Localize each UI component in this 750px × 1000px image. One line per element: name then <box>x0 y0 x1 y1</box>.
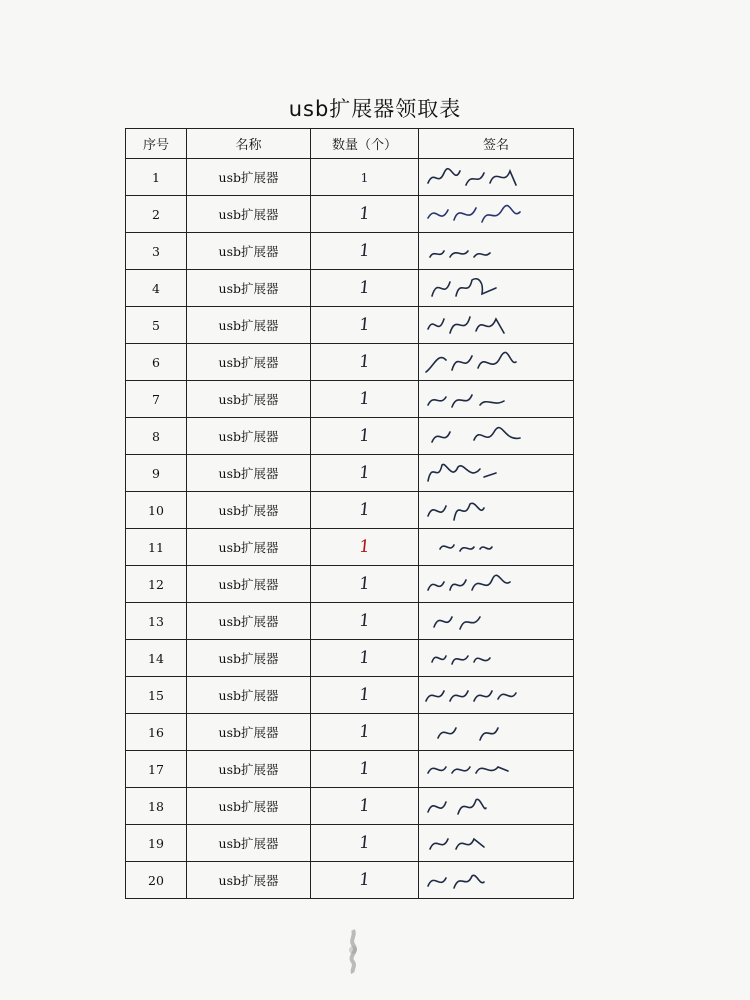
signature-stroke <box>430 251 490 257</box>
quantity-cell <box>311 529 419 566</box>
header-name: 名称 <box>187 129 311 159</box>
quantity-value: 1 <box>358 241 371 261</box>
signature-cell <box>419 455 574 492</box>
quantity-cell <box>311 788 419 825</box>
item-name: usb扩展器 <box>187 159 311 196</box>
quantity-value: 1 <box>358 685 371 705</box>
signature-cell <box>419 492 574 529</box>
table-row <box>126 196 574 233</box>
row-number: 4 <box>126 270 187 307</box>
item-name: usb扩展器 <box>187 455 311 492</box>
table-body <box>126 159 574 899</box>
quantity-cell <box>311 714 419 751</box>
table-row <box>126 418 574 455</box>
signature-stroke <box>428 206 520 222</box>
quantity-value: 1 <box>358 352 371 372</box>
signature-cell <box>419 566 574 603</box>
header-qty: 数量（个） <box>311 129 419 159</box>
row-number: 12 <box>126 566 187 603</box>
signature-cell <box>419 862 574 899</box>
table-row <box>126 344 574 381</box>
quantity-value: 1 <box>358 278 371 298</box>
item-name: usb扩展器 <box>187 381 311 418</box>
signature-cell <box>419 270 574 307</box>
signature-stroke <box>428 799 486 814</box>
handwritten-signature <box>419 568 529 600</box>
table-row <box>126 307 574 344</box>
row-number: 19 <box>126 825 187 862</box>
signature-stroke <box>428 575 510 590</box>
quantity-cell <box>311 640 419 677</box>
item-name: usb扩展器 <box>187 788 311 825</box>
quantity-cell <box>311 381 419 418</box>
quantity-cell <box>311 270 419 307</box>
item-name: usb扩展器 <box>187 418 311 455</box>
signature-stroke <box>428 169 516 185</box>
table-row <box>126 714 574 751</box>
quantity-value: 1 <box>360 169 369 185</box>
signature-cell <box>419 714 574 751</box>
signature-cell <box>419 603 574 640</box>
table-row <box>126 492 574 529</box>
handwritten-signature <box>419 753 529 785</box>
quantity-value: 1 <box>358 389 371 409</box>
signature-stroke <box>434 617 480 629</box>
quantity-cell <box>311 825 419 862</box>
table-row <box>126 825 574 862</box>
signature-stroke <box>432 279 496 296</box>
quantity-value: 1 <box>358 648 371 668</box>
quantity-cell <box>311 159 419 196</box>
handwritten-signature <box>419 494 529 526</box>
row-number: 13 <box>126 603 187 640</box>
quantity-value: 1 <box>358 204 371 224</box>
handwritten-signature <box>419 272 529 304</box>
handwritten-signature <box>419 198 529 230</box>
signature-stroke <box>428 464 496 481</box>
signature-stroke <box>426 352 516 372</box>
signature-cell <box>419 529 574 566</box>
table-row <box>126 270 574 307</box>
item-name: usb扩展器 <box>187 492 311 529</box>
receipt-table <box>125 128 574 899</box>
signature-stroke <box>438 728 498 740</box>
handwritten-signature <box>419 161 529 193</box>
scan-smudge-mark <box>346 928 360 974</box>
signature-cell <box>419 677 574 714</box>
handwritten-signature <box>419 642 529 674</box>
row-number: 10 <box>126 492 187 529</box>
quantity-cell <box>311 677 419 714</box>
quantity-value: 1 <box>358 759 371 779</box>
row-number: 20 <box>126 862 187 899</box>
row-number: 2 <box>126 196 187 233</box>
quantity-value: 1 <box>358 796 371 816</box>
signature-stroke <box>428 317 504 333</box>
table-row <box>126 381 574 418</box>
signature-cell <box>419 825 574 862</box>
row-number: 6 <box>126 344 187 381</box>
quantity-cell <box>311 455 419 492</box>
table-row <box>126 455 574 492</box>
row-number: 16 <box>126 714 187 751</box>
table-row <box>126 159 574 196</box>
quantity-cell <box>311 418 419 455</box>
table-row <box>126 233 574 270</box>
signature-cell <box>419 196 574 233</box>
quantity-cell <box>311 307 419 344</box>
quantity-cell <box>311 492 419 529</box>
quantity-cell <box>311 566 419 603</box>
item-name: usb扩展器 <box>187 751 311 788</box>
quantity-cell <box>311 751 419 788</box>
header-no: 序号 <box>126 129 187 159</box>
handwritten-signature <box>419 457 529 489</box>
signature-stroke <box>440 545 492 551</box>
item-name: usb扩展器 <box>187 566 311 603</box>
quantity-value: 1 <box>358 463 371 483</box>
row-number: 9 <box>126 455 187 492</box>
row-number: 14 <box>126 640 187 677</box>
item-name: usb扩展器 <box>187 529 311 566</box>
quantity-cell <box>311 196 419 233</box>
signature-cell <box>419 640 574 677</box>
signature-stroke <box>426 691 516 701</box>
signature-cell <box>419 418 574 455</box>
quantity-value: 1 <box>358 722 371 742</box>
signature-stroke <box>428 503 484 520</box>
handwritten-signature <box>419 346 529 378</box>
row-number: 8 <box>126 418 187 455</box>
item-name: usb扩展器 <box>187 825 311 862</box>
row-number: 18 <box>126 788 187 825</box>
item-name: usb扩展器 <box>187 714 311 751</box>
header-row <box>126 129 574 159</box>
handwritten-signature <box>419 420 529 452</box>
item-name: usb扩展器 <box>187 344 311 381</box>
signature-cell <box>419 307 574 344</box>
quantity-value: 1 <box>358 870 371 890</box>
item-name: usb扩展器 <box>187 270 311 307</box>
quantity-value: 1 <box>358 611 371 631</box>
row-number: 3 <box>126 233 187 270</box>
row-number: 1 <box>126 159 187 196</box>
table-row <box>126 862 574 899</box>
item-name: usb扩展器 <box>187 640 311 677</box>
handwritten-signature <box>419 531 529 563</box>
header-signature: 签名 <box>419 129 574 159</box>
quantity-cell <box>311 233 419 270</box>
quantity-cell <box>311 344 419 381</box>
row-number: 17 <box>126 751 187 788</box>
handwritten-signature <box>419 309 529 341</box>
quantity-value: 1 <box>358 537 371 557</box>
handwritten-signature <box>419 864 529 896</box>
row-number: 7 <box>126 381 187 418</box>
handwritten-signature <box>419 235 529 267</box>
table-row <box>126 529 574 566</box>
table-row <box>126 603 574 640</box>
table-row <box>126 751 574 788</box>
signature-cell <box>419 344 574 381</box>
signature-cell <box>419 788 574 825</box>
signature-cell <box>419 233 574 270</box>
quantity-cell <box>311 862 419 899</box>
item-name: usb扩展器 <box>187 603 311 640</box>
signature-stroke <box>430 839 484 849</box>
signature-stroke <box>428 767 508 773</box>
row-number: 15 <box>126 677 187 714</box>
signature-stroke <box>432 428 520 442</box>
item-name: usb扩展器 <box>187 196 311 233</box>
item-name: usb扩展器 <box>187 307 311 344</box>
row-number: 11 <box>126 529 187 566</box>
table-row <box>126 677 574 714</box>
quantity-value: 1 <box>358 426 371 446</box>
table-row <box>126 788 574 825</box>
signature-cell <box>419 159 574 196</box>
handwritten-signature <box>419 716 529 748</box>
quantity-value: 1 <box>358 574 371 594</box>
item-name: usb扩展器 <box>187 862 311 899</box>
table-row <box>126 566 574 603</box>
quantity-cell <box>311 603 419 640</box>
quantity-value: 1 <box>358 500 371 520</box>
item-name: usb扩展器 <box>187 677 311 714</box>
signature-stroke <box>428 875 484 888</box>
signature-stroke <box>428 395 504 407</box>
table-row <box>126 640 574 677</box>
handwritten-signature <box>419 790 529 822</box>
quantity-value: 1 <box>358 833 371 853</box>
page-title: usb扩展器领取表 <box>288 97 462 121</box>
signature-stroke <box>432 656 490 664</box>
row-number: 5 <box>126 307 187 344</box>
signature-cell <box>419 751 574 788</box>
handwritten-signature <box>419 827 529 859</box>
quantity-value: 1 <box>358 315 371 335</box>
handwritten-signature <box>419 605 529 637</box>
signature-cell <box>419 381 574 418</box>
item-name: usb扩展器 <box>187 233 311 270</box>
handwritten-signature <box>419 679 529 711</box>
handwritten-signature <box>419 383 529 415</box>
